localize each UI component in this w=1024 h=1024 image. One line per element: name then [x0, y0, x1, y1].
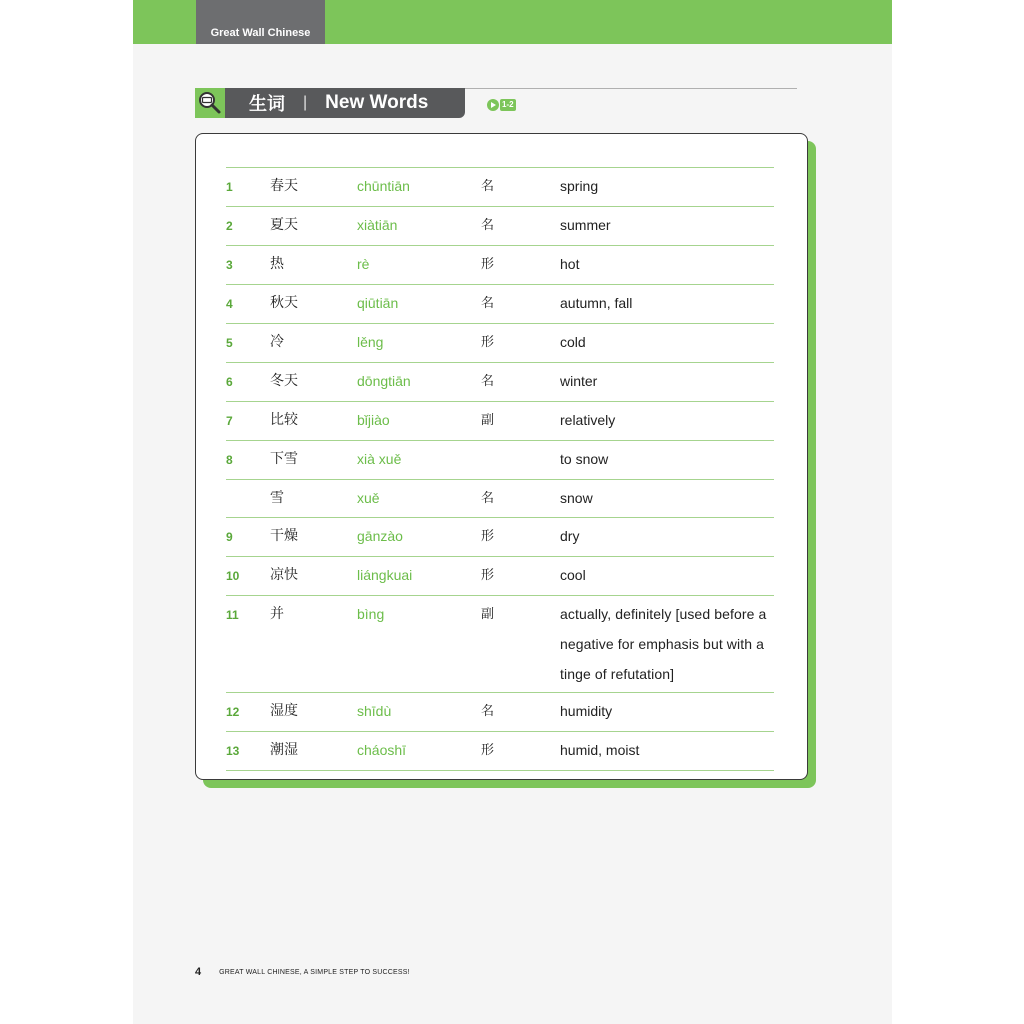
vocab-row [226, 693, 774, 732]
book-title-tab [196, 0, 325, 44]
vocab-part-of-speech: 形 [481, 335, 495, 350]
vocab-pinyin: bìng [357, 606, 385, 622]
vocab-part-of-speech: 形 [481, 257, 495, 272]
vocab-pinyin: cháoshī [357, 742, 407, 758]
page-footer [195, 966, 410, 978]
vocab-table [226, 167, 774, 771]
vocab-meaning: relatively [560, 412, 616, 428]
vocab-hanzi: 凉快 [270, 567, 298, 583]
page-number: 4 [195, 966, 202, 978]
audio-track-number: 1-2 [502, 100, 514, 109]
vocab-hanzi: 湿度 [270, 703, 298, 719]
vocab-meaning: spring [560, 178, 599, 194]
vocab-row [226, 518, 774, 557]
vocab-hanzi: 秋天 [270, 295, 298, 311]
vocab-meaning: hot [560, 256, 580, 272]
vocab-row [226, 168, 774, 207]
vocab-pinyin: qiūtiān [357, 295, 399, 311]
section-title-separator: | [303, 94, 308, 111]
vocab-number: 9 [226, 530, 233, 544]
vocab-hanzi: 潮湿 [270, 742, 298, 758]
vocab-row [226, 285, 774, 324]
vocab-hanzi: 下雪 [270, 451, 298, 467]
vocab-number: 10 [226, 569, 240, 583]
vocab-row [226, 402, 774, 441]
vocab-number: 4 [226, 297, 233, 311]
vocab-hanzi: 雪 [270, 490, 284, 506]
header-rule [465, 88, 797, 89]
vocab-row [226, 732, 774, 771]
vocab-hanzi: 春天 [270, 178, 298, 194]
vocab-hanzi: 热 [270, 256, 284, 272]
vocab-meaning: summer [560, 217, 611, 233]
vocab-row [226, 557, 774, 596]
vocab-part-of-speech: 副 [481, 607, 495, 622]
vocab-card [195, 133, 808, 780]
vocab-number: 11 [226, 608, 239, 622]
vocab-pinyin: shīdù [357, 703, 392, 719]
vocab-meaning: actually, definitely [used before a negative for emphasis but with a tinge of refutation] [560, 606, 767, 682]
vocab-part-of-speech: 名 [481, 218, 495, 233]
book-title: Great Wall Chinese [210, 27, 311, 39]
vocab-number: 6 [226, 375, 233, 389]
vocab-hanzi: 冬天 [270, 373, 298, 389]
vocab-number: 1 [226, 180, 233, 194]
section-title-en: New Words [325, 92, 429, 113]
vocab-part-of-speech: 名 [481, 296, 495, 311]
section-title [225, 88, 465, 118]
play-icon[interactable] [487, 99, 499, 111]
vocab-meaning: cool [560, 567, 586, 583]
vocab-meaning: autumn, fall [560, 295, 633, 311]
vocab-pinyin: xià xuě [357, 451, 402, 467]
vocab-row [226, 324, 774, 363]
vocab-part-of-speech: 名 [481, 179, 495, 194]
vocab-meaning: humid, moist [560, 742, 640, 758]
vocab-meaning: snow [560, 490, 593, 506]
vocab-part-of-speech: 名 [481, 374, 495, 389]
vocab-number: 2 [226, 219, 233, 233]
vocab-hanzi: 夏天 [270, 217, 298, 233]
vocab-number: 7 [226, 414, 233, 428]
vocab-pinyin: liángkuai [357, 567, 413, 583]
vocab-part-of-speech [481, 441, 560, 479]
vocab-row [226, 246, 774, 285]
vocab-pinyin: chūntiān [357, 178, 410, 194]
vocab-pinyin: xuě [357, 490, 380, 506]
vocab-row [226, 480, 774, 518]
vocab-pinyin: dōngtiān [357, 373, 411, 389]
vocab-hanzi: 并 [270, 606, 284, 622]
vocab-meaning: humidity [560, 703, 613, 719]
vocab-pinyin: xiàtiān [357, 217, 398, 233]
footer-text: GREAT WALL CHINESE, A SIMPLE STEP TO SUCCESS! [219, 968, 410, 976]
vocab-pinyin: lěng [357, 334, 384, 350]
vocab-row [226, 363, 774, 402]
vocab-hanzi: 干燥 [270, 528, 298, 544]
section-header [195, 88, 465, 118]
vocab-meaning: dry [560, 528, 580, 544]
vocab-number: 5 [226, 336, 233, 350]
vocab-pinyin: rè [357, 256, 370, 272]
magnifier-icon [195, 88, 225, 118]
vocab-row [226, 596, 774, 693]
vocab-number: 3 [226, 258, 233, 272]
vocab-number: 8 [226, 453, 233, 467]
vocab-number: 13 [226, 744, 240, 758]
section-title-zh: 生词 [249, 94, 285, 115]
vocab-hanzi: 冷 [270, 334, 284, 350]
vocab-pinyin: gānzào [357, 528, 403, 544]
vocab-part-of-speech: 形 [481, 568, 495, 583]
vocab-number: 12 [226, 705, 240, 719]
vocab-part-of-speech: 形 [481, 743, 495, 758]
textbook-page [133, 0, 892, 1024]
vocab-part-of-speech: 名 [481, 704, 495, 719]
vocab-part-of-speech: 形 [481, 529, 495, 544]
vocab-meaning: to snow [560, 451, 609, 467]
vocab-meaning: winter [560, 373, 598, 389]
vocab-number [226, 480, 270, 517]
vocab-part-of-speech: 名 [481, 491, 495, 506]
vocab-row [226, 207, 774, 246]
audio-track-badge[interactable] [487, 99, 516, 111]
vocab-part-of-speech: 副 [481, 413, 495, 428]
vocab-hanzi: 比较 [270, 412, 298, 428]
vocab-row [226, 441, 774, 480]
vocab-pinyin: bǐjiào [357, 412, 390, 428]
vocab-meaning: cold [560, 334, 586, 350]
